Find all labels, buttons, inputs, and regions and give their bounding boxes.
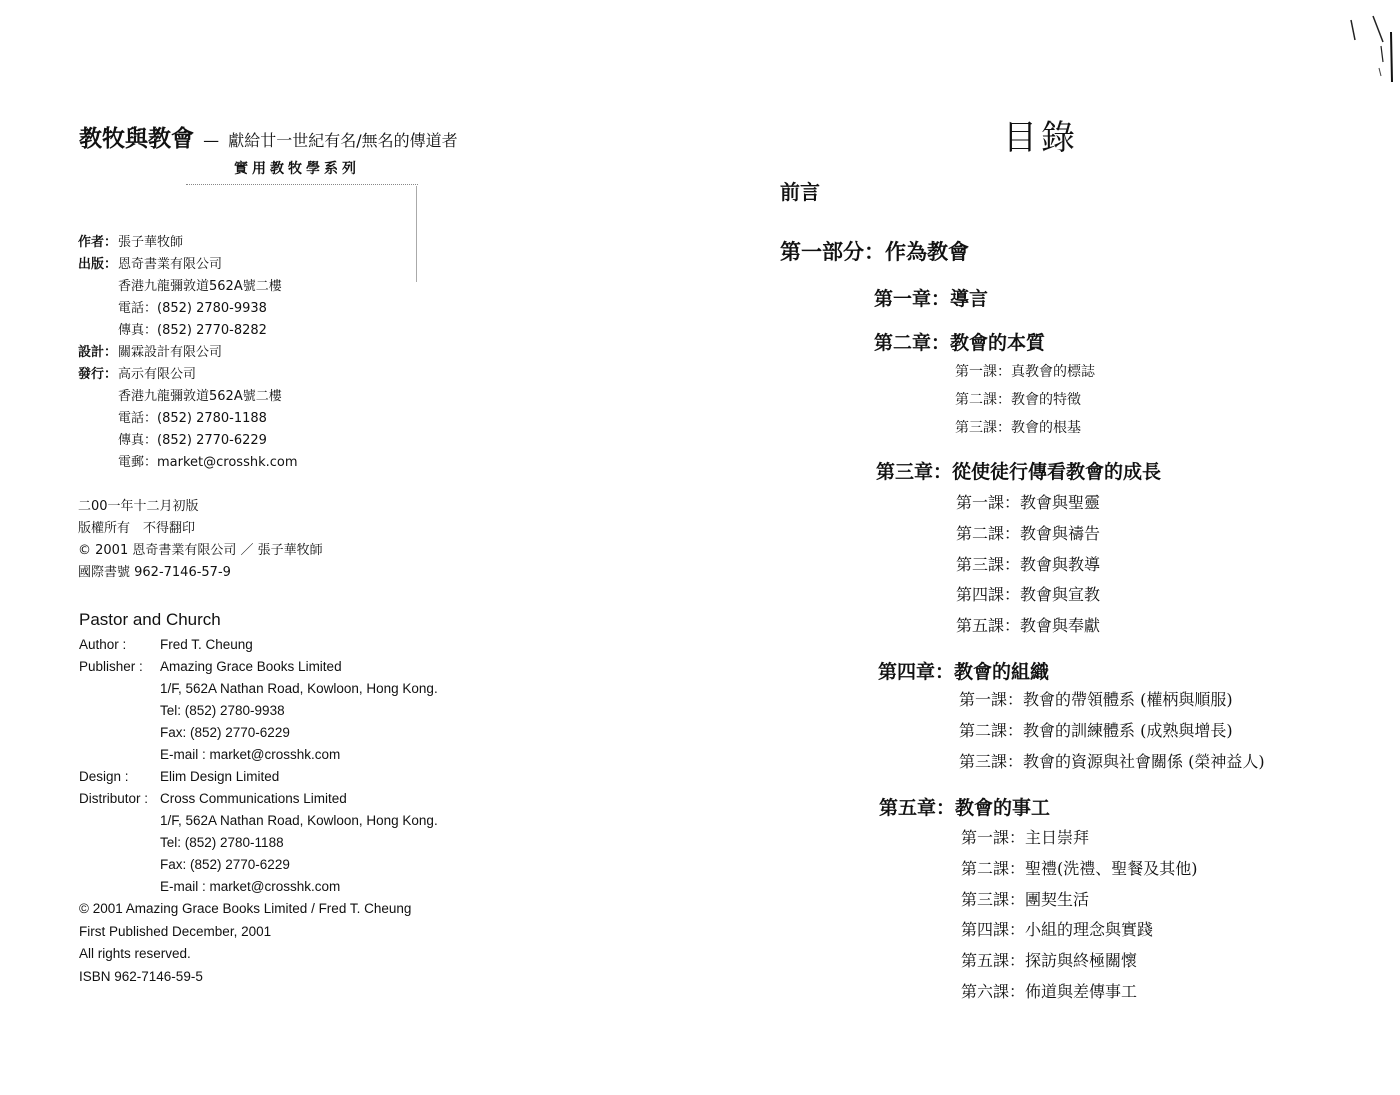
- zh-info-value: 傳真：(852) 2770-6229: [118, 433, 267, 448]
- toc-lesson: 第一課：教會的帶領體系 (權柄與順服): [959, 690, 1233, 709]
- zh-info-value: 傳真：(852) 2770-8282: [118, 323, 267, 338]
- toc-lesson: 第五課：教會與奉獻: [956, 616, 1101, 635]
- zh-info-row: [78, 452, 298, 474]
- zh-info-row: [78, 320, 298, 342]
- zh-info-row: [78, 276, 298, 298]
- zh-info-value: 關霖設計有限公司: [118, 345, 223, 360]
- en-info-value: 1/F, 562A Nathan Road, Kowloon, Hong Kong.: [160, 813, 438, 828]
- zh-info-value: 電話：(852) 2780-1188: [118, 411, 267, 426]
- book-title-main: 教牧與教會: [79, 126, 194, 152]
- toc-lesson: 第一課：教會與聖靈: [956, 493, 1101, 512]
- en-info-value: Fred T. Cheung: [160, 637, 253, 652]
- en-info-row: [79, 766, 438, 788]
- en-info-label: Publisher :: [79, 659, 143, 674]
- en-info-value: Amazing Grace Books Limited: [160, 659, 342, 674]
- en-title: Pastor and Church: [79, 610, 221, 629]
- zh-publication-info: [78, 232, 298, 474]
- en-info-row: [79, 832, 438, 854]
- en-info-row: [79, 876, 438, 898]
- zh-info-row: [78, 254, 298, 276]
- toc-part-1: 第一部分：作為教會: [780, 239, 969, 264]
- zh-info-value: 張子華牧師: [118, 235, 184, 250]
- toc-lesson: 第三課：教會的資源與社會關係 (榮神益人): [959, 752, 1265, 771]
- toc-lesson: 第二課：教會的特徵: [955, 392, 1081, 408]
- en-info-row: [79, 854, 438, 876]
- series-name: 實用教牧學系列: [234, 161, 360, 177]
- en-info-label: Distributor :: [79, 791, 149, 806]
- zh-info-value: 恩奇書業有限公司: [118, 257, 223, 272]
- en-info-label: Author :: [79, 637, 127, 652]
- zh-info-row: [78, 364, 298, 386]
- toc-lesson: 第三課：教會與教導: [956, 555, 1101, 574]
- en-info-value: 1/F, 562A Nathan Road, Kowloon, Hong Kong.: [160, 681, 438, 696]
- toc-lesson: 第一課：真教會的標誌: [955, 364, 1095, 380]
- en-info-value: Tel: (852) 2780-9938: [160, 703, 285, 718]
- en-info-row: [79, 678, 438, 700]
- zh-info-value: 電話：(852) 2780-9938: [118, 301, 267, 316]
- zh-info-label: 設計：: [78, 345, 118, 360]
- zh-info-row: [78, 386, 298, 408]
- en-info-row: [79, 634, 438, 656]
- en-copyright: [79, 898, 411, 988]
- toc-lesson: 第三課：團契生活: [961, 890, 1090, 909]
- book-title-dash: —: [203, 131, 220, 150]
- en-info-row: [79, 722, 438, 744]
- en-info-value: Elim Design Limited: [160, 769, 280, 784]
- zh-copy-line: 國際書號 962-7146-57-9: [78, 565, 231, 580]
- zh-info-row: [78, 430, 298, 452]
- toc-chapter-5: 第五章：教會的事工: [879, 797, 1051, 819]
- en-info-value: Cross Communications Limited: [160, 791, 347, 806]
- zh-info-row: [78, 232, 298, 254]
- scan-marks-icon: [1343, 12, 1393, 82]
- dotted-rule: [186, 184, 418, 185]
- toc-lesson: 第二課：教會與禱告: [956, 524, 1101, 543]
- zh-info-row: [78, 342, 298, 364]
- zh-info-label: 出版：: [78, 257, 118, 272]
- en-info-row: [79, 656, 438, 678]
- toc-chapter-1: 第一章：導言: [874, 288, 989, 310]
- zh-info-label: 作者：: [78, 235, 118, 250]
- toc-lesson: 第一課：主日崇拜: [961, 828, 1090, 847]
- toc-page: [700, 0, 1400, 1095]
- en-foot-line: All rights reserved.: [79, 946, 191, 961]
- zh-info-value: 香港九龍彌敦道562A號二樓: [118, 389, 282, 404]
- en-info-value: E-mail : market@crosshk.com: [160, 879, 341, 894]
- en-info-value: Fax: (852) 2770-6229: [160, 725, 290, 740]
- zh-info-row: [78, 408, 298, 430]
- en-foot-line: © 2001 Amazing Grace Books Limited / Fred T. Cheung: [79, 901, 412, 916]
- book-subtitle: 獻給廿一世紀有名/無名的傳道者: [228, 131, 458, 150]
- zh-info-value: 高示有限公司: [118, 367, 197, 382]
- en-info-row: [79, 700, 438, 722]
- zh-info-value: 電郵：market@crosshk.com: [118, 455, 298, 470]
- en-info-value: E-mail : market@crosshk.com: [160, 747, 341, 762]
- zh-info-row: [78, 298, 298, 320]
- toc-chapter-2: 第二章：教會的本質: [874, 332, 1046, 354]
- zh-copy-line: 版權所有 不得翻印: [78, 521, 196, 536]
- toc-chapter-3: 第三章：從使徒行傳看教會的成長: [876, 461, 1162, 483]
- toc-chapter-4: 第四章：教會的組織: [878, 661, 1050, 683]
- toc-lesson: 第四課：小組的理念與實踐: [961, 920, 1154, 939]
- toc-lesson: 第五課：探訪與終極關懷: [961, 951, 1138, 970]
- en-info-value: Fax: (852) 2770-6229: [160, 857, 290, 872]
- zh-copyright: [78, 496, 323, 584]
- toc-lesson: 第二課：教會的訓練體系 (成熟與增長): [959, 721, 1233, 740]
- en-info-label: Design :: [79, 769, 129, 784]
- book-title: [79, 120, 458, 153]
- toc-lesson: 第六課：佈道與差傳事工: [961, 982, 1138, 1001]
- toc-lesson: 第四課：教會與宣教: [956, 585, 1101, 604]
- toc-foreword: 前言: [780, 180, 820, 204]
- toc-lesson: 第三課：教會的根基: [955, 420, 1081, 436]
- en-info-row: [79, 788, 438, 810]
- en-info-row: [79, 744, 438, 766]
- en-info-row: [79, 810, 438, 832]
- zh-copy-line: 二00一年十二月初版: [78, 499, 199, 514]
- zh-info-label: 發行：: [78, 367, 118, 382]
- toc-lesson: 第二課：聖禮(洗禮、聖餐及其他): [961, 859, 1198, 878]
- en-info-value: Tel: (852) 2780-1188: [160, 835, 284, 850]
- zh-info-value: 香港九龍彌敦道562A號二樓: [118, 279, 282, 294]
- vertical-rule: [416, 186, 417, 282]
- en-foot-line: First Published December, 2001: [79, 923, 272, 939]
- toc-title: 目錄: [1003, 118, 1079, 158]
- zh-copy-line: © 2001 恩奇書業有限公司 ／ 張子華牧師: [78, 543, 323, 558]
- en-foot-line: ISBN 962-7146-59-5: [79, 968, 203, 984]
- en-publication-info: [79, 634, 438, 898]
